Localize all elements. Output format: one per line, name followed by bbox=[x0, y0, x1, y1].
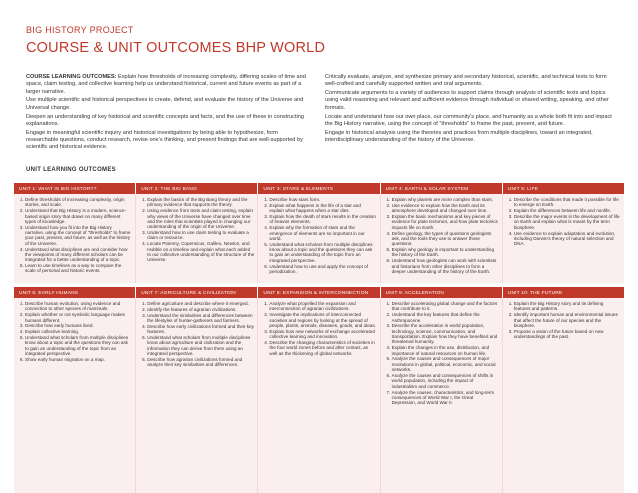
intro-paragraph: Communicate arguments to a variety of audiences to support claims through analysis of scientific texts and topics using valid reasoning and relevant and sufficient evidence through individual or shared writing, speaking, and other formats. bbox=[325, 90, 609, 111]
outcome-item: 1. Describe accelerating global change and the factors that contribute to it. bbox=[392, 301, 499, 312]
unit-title: UNIT 8: EXPANSION & INTERCONNECTION bbox=[258, 287, 380, 298]
outcome-item: 1. Explain why planets are more complex than stars. bbox=[392, 197, 499, 202]
page-title: COURSE & UNIT OUTCOMES BHP WORLD bbox=[26, 40, 326, 56]
outcome-item: 4. Explain the changes in the use, distribution, and importance of natural resources on human life. bbox=[392, 345, 499, 356]
unit-outcome-cell bbox=[381, 194, 503, 283]
outcome-item: 2. Explain the differences between life and nonlife. bbox=[514, 208, 621, 213]
outcome-list bbox=[262, 301, 376, 356]
course-outcomes-right bbox=[325, 74, 617, 146]
outcome-item: 4. Define geology, the types of questions geologists ask, and the tools they use to answer those questions. bbox=[392, 231, 499, 247]
outcome-list bbox=[140, 301, 254, 368]
outcome-item: 4. Explain why the formation of stars and the emergence of elements are so important in our world. bbox=[269, 225, 376, 241]
unit-title: UNIT 4: EARTH & SOLAR SYSTEM bbox=[381, 183, 503, 194]
intro-paragraph: Engage in historical analysis using the theories and practices from multiple disciplines, toward an integrated, interdisciplinary understanding of the history of the Universe. bbox=[325, 129, 593, 144]
outcome-list bbox=[385, 301, 499, 406]
outcome-list bbox=[262, 197, 376, 274]
outcome-item: 2. Explain what happens in the life of a star and explain what happens when a star dies. bbox=[269, 203, 376, 214]
outcome-item: 6. Describe how agrarian civilizations formed and analyze their key similarities and differences. bbox=[147, 357, 254, 368]
outcome-item: 5. Understand what scholars from multiple disciplines know about a topic and the questions they can ask to gain an understanding of the topic from an integrated perspective. bbox=[25, 335, 132, 356]
outcome-item: 5. Explain why geology is important to understanding the history of the Earth. bbox=[392, 247, 499, 258]
unit-outcome-cell bbox=[136, 194, 258, 283]
outcome-item: 2. Use evidence to explain how the Earth and its atmosphere developed and changed over time. bbox=[392, 203, 499, 214]
unit-outcome-cell bbox=[258, 194, 380, 283]
outcome-item: 1. Define thresholds of increasing complexity, origin stories, and scale. bbox=[25, 197, 132, 208]
outcome-item: 3. Describe how early humans lived. bbox=[25, 323, 132, 328]
unit-title: UNIT 6: EARLY HUMANS bbox=[14, 287, 136, 298]
outcome-item: 2. Investigate the implications of interconnected societies and regions by looking at the spread of people, plants, animals, diseases, goods, and ideas. bbox=[269, 312, 376, 328]
unit-header-row bbox=[14, 287, 624, 298]
outcome-item: 3. Describe the acceleration in world population, technology, science, communication, and transportation. Explain how they have benefited and threatened humanity. bbox=[392, 323, 499, 344]
outcome-item: 2. Explain whether or not symbolic language makes humans different. bbox=[25, 312, 132, 323]
unit-title: UNIT 1: WHAT IS BIG HISTORY? bbox=[14, 183, 136, 194]
unit-title: UNIT 3: STARS & ELEMENTS bbox=[258, 183, 380, 194]
outcome-item: 1. Describe human evolution, using evidence and connection to other species of mammals. bbox=[25, 301, 132, 312]
outcome-item: 1. Explain the basics of the Big Bang theory and the primary evidence that supports the theory. bbox=[147, 197, 254, 208]
outcome-item: 3. Explain how new networks of exchange accelerated collective learning and innovation. bbox=[269, 329, 376, 340]
outcome-list bbox=[140, 197, 254, 263]
outcome-item: 3. Understand the similarities and differences between the lifestyles of hunter-gatherers and farmers. bbox=[147, 313, 254, 324]
intro-paragraph: Critically evaluate, analyze, and synthesize primary and secondary historical, scientific, and technical texts to form well-crafted and carefully supported written and oral arguments. bbox=[325, 74, 607, 88]
outcome-item: 4. Understand what disciplines are and consider how the viewpoints of many different scholars can be integrated for a better understanding of a topic. bbox=[25, 247, 132, 263]
outcome-item: 4. Explain collective learning. bbox=[25, 329, 132, 334]
unit-outcome-cell bbox=[136, 298, 258, 493]
outcome-item: 3. Propose a vision of the future based on new understandings of the past. bbox=[514, 329, 621, 340]
outcome-item: 1. Explain the Big History story and its defining features and patterns. bbox=[514, 301, 621, 312]
outcome-item: 5. Learn to use timelines as a way to compare the scale of personal and historic events. bbox=[25, 263, 132, 274]
outcome-list bbox=[507, 197, 621, 247]
outcome-item: 6. Understand how to use and apply the concept of periodization. bbox=[269, 264, 376, 275]
outcome-item: 4. Describe how early civilizations formed and their key features. bbox=[147, 324, 254, 335]
outcome-item: 4. Describe the changing characteristics of societies in the four world zones before and after contact, as well as the thickening of global networks. bbox=[269, 340, 376, 356]
unit-title: UNIT 7: AGRICULTURE & CIVILIZATION bbox=[136, 287, 258, 298]
outcome-item: 3. Understand how to use claim testing to evaluate a claim or resource. bbox=[147, 230, 254, 241]
outcome-item: 6. Analyze the causes and consequences of shifts in world population, including the impact of industrialism and commerce. bbox=[392, 373, 499, 389]
outcome-item: 5. Understand what scholars from multiple disciplines know about agriculture and civilization and the information they can derive from them using an integrated perspective. bbox=[147, 335, 254, 356]
unit-header-row bbox=[14, 183, 624, 194]
intro-text: Explain how thresholds of increasing complexity, differing scales of time and space, claim testing, and collective learning help us understand historical, current and future events as part of a larger narrative. bbox=[26, 74, 306, 95]
unit-outcome-cell bbox=[14, 194, 136, 283]
outcome-item: 3. Explain how the death of stars results in the creation of heavier elements. bbox=[269, 214, 376, 225]
intro-paragraph: Locate and understand how our own place, our community's place, and humanity as a whole both fit into and impact the Big History narrative, using the concept of "thresholds" to frame the past, present, and future. bbox=[325, 113, 612, 127]
outcome-item: 4. Locate Ptolemy, Copernicus, Galileo, Newton, and Hubble on a timeline and explain what each added to our collective understanding of the structure of the Universe. bbox=[147, 241, 254, 262]
unit-outcome-cell bbox=[503, 298, 624, 493]
intro-lead: COURSE LEARNING OUTCOMES: bbox=[26, 74, 117, 80]
unit-title: UNIT 5: LIFE bbox=[503, 183, 624, 194]
outcome-item: 5. Analyze the causes and consequences of major revolutions in global, political, economic, and social networks. bbox=[392, 356, 499, 372]
outcome-item: 1. Analyze what propelled the expansion and interconnection of agrarian civilizations. bbox=[269, 301, 376, 312]
outcome-item: 3. Understand how you fit into the Big History narrative, using the concept of "thresholds" to frame your past, present, and future, as well as the history of the Universe. bbox=[25, 225, 132, 246]
unit-body-row bbox=[14, 298, 624, 493]
project-kicker: BIG HISTORY PROJECT bbox=[26, 25, 134, 35]
outcome-list bbox=[507, 301, 621, 339]
outcome-list bbox=[18, 301, 132, 362]
outcome-item: 7. Analyze the causes, characteristics, and long-term consequences of World War I, the Great Depression, and World War II. bbox=[392, 390, 499, 406]
outcome-item: 2. Using evidence from texts and claim testing, explain why views of the Universe have changed over time and the roles that scientists played in changing our understanding of the origin of the Universe. bbox=[147, 208, 254, 229]
intro-paragraph: Deepen an understanding of key historical and scientific concepts and facts, and the use of these in constructing explanations. bbox=[26, 113, 304, 127]
unit-outcome-cell bbox=[381, 298, 503, 493]
unit-title: UNIT 2: THE BIG BANG bbox=[136, 183, 258, 194]
outcome-item: 1. Define agriculture and describe where it emerged. bbox=[147, 301, 254, 306]
outcome-item: 2. Understand the key features that define the Anthropocene. bbox=[392, 312, 499, 323]
unit-outcome-cell bbox=[258, 298, 380, 493]
outcome-item: 1. Describe how stars form. bbox=[269, 197, 376, 202]
outcome-item: 2. Understand that Big History is a modern, science-based origin story that draws on many different types of knowledge. bbox=[25, 208, 132, 224]
outcome-list bbox=[18, 197, 132, 274]
unit-title: UNIT 9: ACCELERATION bbox=[381, 287, 503, 298]
outcome-item: 5. Understand what scholars from multiple disciplines know about a topic and the questions they can ask to gain an understanding of the topic from an integrated perspective. bbox=[269, 242, 376, 263]
outcome-item: 1. Describe the conditions that made it possible for life to emerge on Earth. bbox=[514, 197, 621, 208]
outcome-item: 6. Understand how geologists can work with scientists and historians from other disciplines to form a deeper understanding of the history of the Earth. bbox=[392, 258, 499, 274]
section-label: UNIT LEARNING OUTCOMES bbox=[26, 167, 116, 173]
intro-paragraph: Use multiple scientific and historical perspectives to create, defend, and evaluate the history of the Universe and Universal change. bbox=[26, 97, 304, 111]
outcome-item: 6. Show early human migration on a map. bbox=[25, 357, 132, 362]
outcome-item: 2. Identify the features of agrarian civilizations. bbox=[147, 307, 254, 312]
outcome-item: 4. Use evidence to explain adaptation and evolution, including Darwin's theory of natural selection and DNA. bbox=[514, 231, 621, 247]
unit-outcome-cell bbox=[14, 298, 136, 493]
intro-paragraph bbox=[26, 74, 308, 96]
outcome-list bbox=[385, 197, 499, 274]
course-outcomes-left bbox=[26, 74, 308, 153]
unit-body-row bbox=[14, 194, 624, 283]
outcome-item: 3. Explain the basic mechanisms and key pieces of evidence for plate tectonics, and how plate tectonics impacts life on Earth. bbox=[392, 214, 499, 230]
unit-title: UNIT 10: THE FUTURE bbox=[503, 287, 624, 298]
unit-outcome-cell bbox=[503, 194, 624, 283]
intro-paragraph: Engage in meaningful scientific inquiry and historical investigations by being able to hypothesize, form researchable questions, conduct research, revise one's thinking, and present findings that are well-supported by scientific and historical evidence. bbox=[26, 129, 303, 151]
unit-outcomes-grid bbox=[14, 183, 624, 493]
outcome-item: 2. Identify important human and environmental issues that affect the future of our species and the biosphere. bbox=[514, 312, 621, 328]
outcome-item: 3. Describe the major events in the development of life on Earth and explain what is meant by the term biosphere. bbox=[514, 214, 621, 230]
